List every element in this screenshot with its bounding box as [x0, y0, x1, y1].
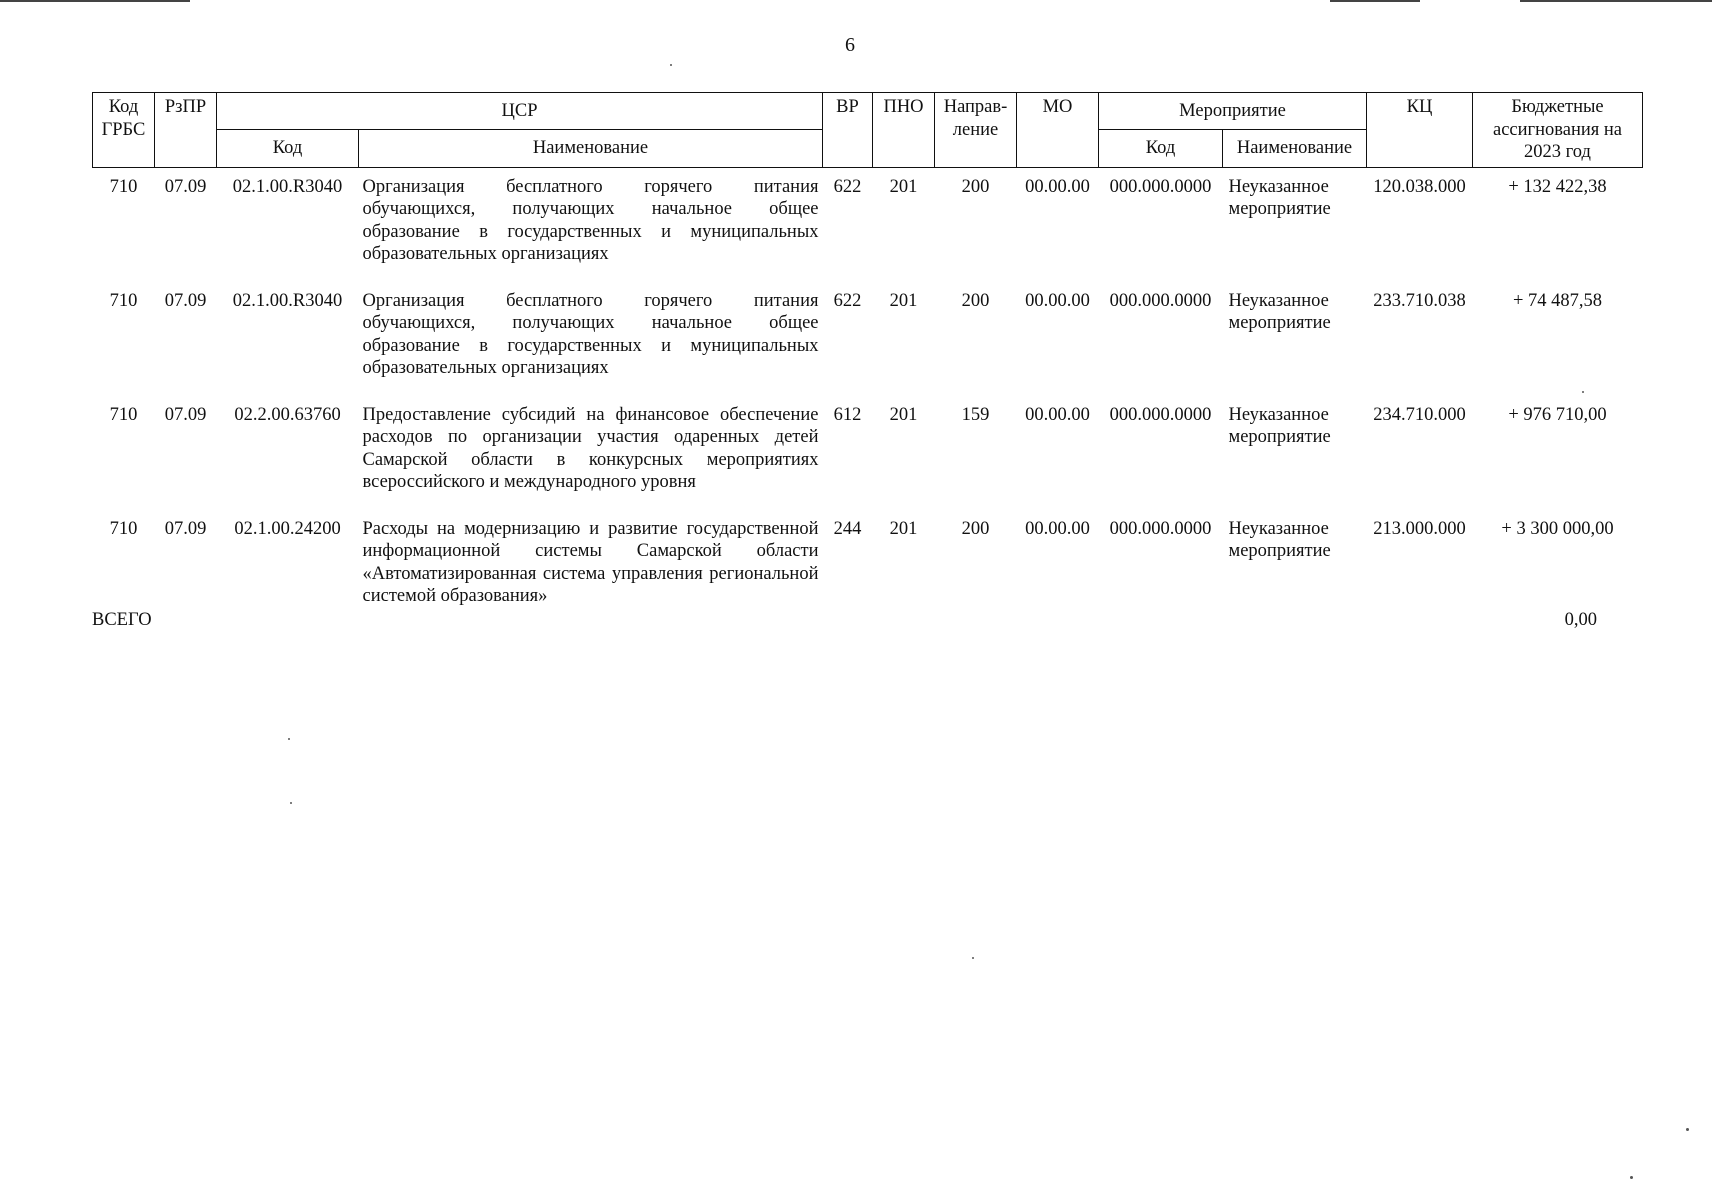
- scan-speck: [288, 738, 290, 740]
- table-row: [93, 396, 1643, 510]
- cell-event-code: 000.000.0000: [1109, 404, 1212, 425]
- header-vr: ВР: [823, 93, 873, 168]
- header-csr-name: Наименование: [359, 130, 823, 167]
- cell-grbs: 710: [109, 518, 138, 539]
- cell-amount: + 74 487,58: [1512, 290, 1603, 311]
- cell-vr: 622: [833, 290, 862, 311]
- cell-event-name: Неуказанное мероприятие: [1228, 404, 1331, 447]
- cell-csr-name: Расходы на модернизацию и развитие государственной информационной системы Самарской области «Автоматизированная система управления региональной системой образования»: [362, 518, 819, 606]
- cell-csr-name: Организация бесплатного горячего питания обучающихся, получающих начальное общее образование в государственных и муниципальных образовательных организациях: [362, 176, 819, 264]
- cell-csr-code: 02.2.00.63760: [234, 404, 341, 425]
- cell-mo: 00.00.00: [1025, 290, 1090, 311]
- cell-csr-name: Организация бесплатного горячего питания обучающихся, получающих начальное общее образование в государственных и муниципальных образовательных организациях: [362, 290, 819, 378]
- table-header: [93, 93, 1643, 168]
- header-event: Мероприятие: [1099, 93, 1367, 130]
- cell-direction: 159: [961, 404, 990, 425]
- cell-csr-code: 02.1.00.R3040: [232, 176, 343, 197]
- cell-event-code: 000.000.0000: [1109, 518, 1212, 539]
- cell-event-name: Неуказанное мероприятие: [1228, 290, 1331, 333]
- header-mo: МО: [1017, 93, 1099, 168]
- table-row: [93, 167, 1643, 282]
- cell-kc: 213.000.000: [1373, 518, 1466, 539]
- total-label: ВСЕГО: [92, 610, 152, 630]
- cell-mo: 00.00.00: [1025, 176, 1090, 197]
- cell-event-code: 000.000.0000: [1109, 176, 1212, 197]
- cell-event-name: Неуказанное мероприятие: [1228, 176, 1331, 219]
- cell-direction: 200: [961, 518, 990, 539]
- cell-direction: 200: [961, 290, 990, 311]
- scan-edge-line: [1330, 0, 1420, 2]
- scan-edge-line: [0, 0, 190, 2]
- scan-speck: [670, 64, 672, 66]
- header-csr-kod: Код: [217, 130, 359, 167]
- scan-speck: [290, 802, 292, 804]
- header-kc: КЦ: [1367, 93, 1473, 168]
- cell-rzpr: 07.09: [164, 290, 207, 311]
- cell-pno: 201: [889, 518, 918, 539]
- cell-rzpr: 07.09: [164, 176, 207, 197]
- cell-amount: + 976 710,00: [1508, 404, 1607, 425]
- header-pno: ПНО: [873, 93, 935, 168]
- header-event-kod: Код: [1099, 130, 1223, 167]
- budget-table: [92, 92, 1643, 624]
- cell-vr: 244: [833, 518, 862, 539]
- cell-vr: 622: [833, 176, 862, 197]
- cell-grbs: 710: [109, 176, 138, 197]
- cell-kc: 234.710.000: [1373, 404, 1466, 425]
- cell-vr: 612: [833, 404, 862, 425]
- header-rzpr: РзПР: [155, 93, 217, 168]
- cell-pno: 201: [889, 404, 918, 425]
- cell-grbs: 710: [109, 404, 138, 425]
- cell-grbs: 710: [109, 290, 138, 311]
- cell-kc: 233.710.038: [1373, 290, 1466, 311]
- cell-direction: 200: [961, 176, 990, 197]
- cell-kc: 120.038.000: [1373, 176, 1466, 197]
- scan-speck: [1686, 1128, 1689, 1131]
- header-event-name: Наименование: [1223, 130, 1367, 167]
- scan-speck: [1630, 1176, 1633, 1179]
- scan-speck: [972, 957, 974, 959]
- cell-rzpr: 07.09: [164, 518, 207, 539]
- cell-csr-code: 02.1.00.R3040: [232, 290, 343, 311]
- cell-amount: + 3 300 000,00: [1501, 518, 1614, 539]
- cell-pno: 201: [889, 290, 918, 311]
- page-number: 6: [845, 34, 855, 56]
- table-row: [93, 510, 1643, 624]
- scan-edge-line: [1520, 0, 1712, 2]
- cell-pno: 201: [889, 176, 918, 197]
- header-csr: ЦСР: [217, 93, 823, 130]
- table-row: [93, 282, 1643, 396]
- cell-mo: 00.00.00: [1025, 518, 1090, 539]
- cell-csr-name: Предоставление субсидий на финансовое обеспечение расходов по организации участия одаренных детей Самарской области в конкурсных мероприятиях всероссийского и международного уровня: [362, 404, 819, 492]
- header-direction: Направ-ление: [935, 93, 1017, 168]
- cell-event-code: 000.000.0000: [1109, 290, 1212, 311]
- header-kod-grbs: Код ГРБС: [93, 93, 155, 168]
- total-value: 0,00: [1564, 610, 1597, 630]
- scan-speck: [1582, 391, 1584, 393]
- cell-rzpr: 07.09: [164, 404, 207, 425]
- table-body: [93, 167, 1643, 624]
- cell-amount: + 132 422,38: [1508, 176, 1607, 197]
- header-budget: Бюджетные ассигнования на 2023 год: [1473, 93, 1643, 168]
- cell-csr-code: 02.1.00.24200: [234, 518, 341, 539]
- cell-event-name: Неуказанное мероприятие: [1228, 518, 1331, 561]
- cell-mo: 00.00.00: [1025, 404, 1090, 425]
